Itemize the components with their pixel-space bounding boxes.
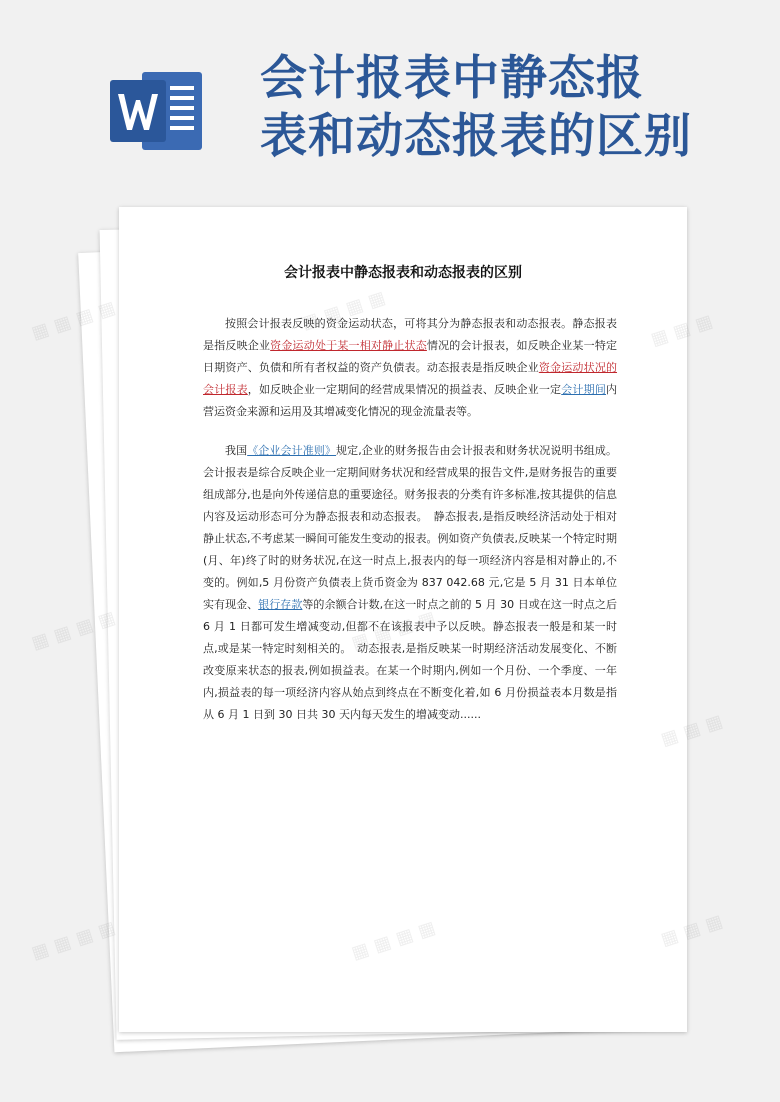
p1-text-3: ，如反映企业一定期间的经营成果情况的损益表、反映企业一定 (247, 383, 562, 396)
p2-text-2: 规定,企业的财务报告由会计报表和财务状况说明书组成。会计报表是综合反映企业一定期间财务状况和经营成果的报告文件,是财务报告的重要组成部分,也是向外传递信息的重要途径。财务报表的分类有许多标准,按其提供的信息内容及运动形态可分为静态报表和动态报表。 静态报表,是指反映经济活动处于相对静止状态,不考虑某一瞬间可能发生变动的报表。例如资产负债表,反映某一个特定时期(月、年)终了时的财务状况,在这一时点上,报表内的每一项经济内容是相对静止的,不变的。例如,5 月份资产负债表上货币资金为 837 042.68 元,它是 5 月 31 日本单位实有现金、 (203, 444, 618, 611)
watermark: ▦ ▦ ▦ (658, 910, 726, 951)
p2-link-bank-deposit[interactable]: 银行存款 (258, 598, 303, 611)
p1-link-dynamic-report[interactable]: 资金运动状况的会计报表 (203, 361, 618, 396)
watermark: ▦ ▦ ▦ ▦ (28, 917, 118, 964)
watermark: ▦ ▦ ▦ ▦ (28, 297, 118, 344)
page-title-line2: 表和动态报表的区别 (260, 109, 692, 164)
p1-text-2: 情况的会计报表，如反映企业某一特定日期资产、负债和所有者权益的资产负债表。动态报表是指反映企业 (203, 339, 618, 374)
document-title: 会计报表中静态报表和动态报表的区别 (284, 265, 522, 281)
p2-text-1: 我国 (225, 444, 248, 457)
paragraph-1 (203, 313, 617, 423)
p1-link-static-state[interactable]: 资金运动处于某一相对静止状态 (270, 339, 427, 352)
watermark: ▦ (692, 310, 716, 336)
p2-text-3: 等的余额合计数,在这一时点之前的 5 月 30 日或在这一时点之后 6 月 1 日都可发生增减变动,但都不在该报表中予以反映。静态报表一般是和某一时点,或是某一特定时刻相关的。 动态报表,是指反映某一时期经济活动发展变化、不断改变原来状态的报表,例如损益表。在某一个时期内,例如一个月份、一个季度、一年内,损益表的每一项经济内容从始点到终点在不断变化着,如 6 月份损益表本月数是指从 6 月 1 日到 30 日共 30 天内每天发生的增减变动...... (203, 598, 618, 721)
p1-text-4: 内营运资金来源和运用及其增减变化情况的现金流量表等。 (203, 383, 618, 418)
page-title-line1: 会计报表中静态报 (260, 51, 644, 106)
document-page (119, 207, 687, 1032)
p1-link-accounting-period[interactable]: 会计期间 (561, 383, 607, 396)
p1-text-1: 按照会计报表反映的资金运动状态，可将其分为静态报表和动态报表。静态报表是指反映企业 (203, 317, 617, 352)
watermark: ▦ ▦ ▦ (658, 710, 726, 751)
page-title (260, 50, 760, 166)
word-icon (108, 66, 208, 156)
paragraph-2 (203, 440, 617, 726)
p2-link-accounting-standards[interactable]: 《企业会计准则》 (247, 444, 337, 457)
watermark: ▦ ▦ ▦ ▦ (28, 607, 118, 654)
